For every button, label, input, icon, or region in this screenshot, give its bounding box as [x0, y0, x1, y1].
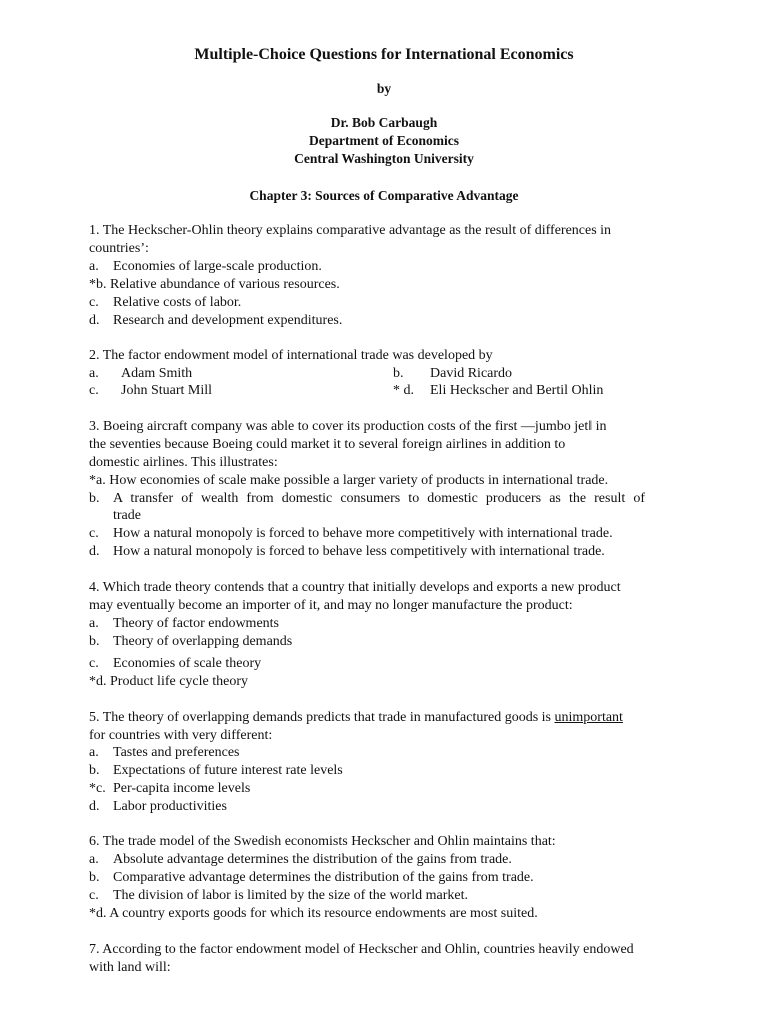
q3-option-b [89, 490, 645, 507]
option-text: Theory of factor endowments [113, 616, 279, 631]
q4-option-d [89, 673, 248, 690]
option-text: Expectations of future interest rate levels [113, 763, 343, 778]
q2-option-b-text: David Ricardo [430, 366, 513, 381]
q1-option-d [89, 312, 342, 329]
option-text: Theory of overlapping demands [113, 634, 293, 649]
q6-option-a [89, 851, 512, 868]
option-label: c. [89, 526, 99, 541]
q5-stem-line-1 [89, 709, 623, 726]
document-title: Multiple-Choice Questions for International Economics [194, 46, 574, 63]
q7-stem-line-2: with land will: [89, 960, 171, 975]
option-label: *c. [89, 781, 106, 796]
q6-stem: 6. The trade model of the Swedish economists Heckscher and Ohlin maintains that: [89, 834, 556, 849]
q4-stem-line-2: may eventually become an importer of it, and may no longer manufacture the product: [89, 598, 573, 613]
q5-option-d [89, 798, 227, 815]
q2-stem: 2. The factor endowment model of international trade was developed by [89, 348, 493, 363]
byline: by [376, 81, 392, 96]
option-label: a. [89, 616, 99, 631]
option-text: Product life cycle theory [110, 674, 249, 689]
option-text: Relative abundance of various resources. [110, 277, 340, 292]
option-text: Economies of scale theory [113, 656, 262, 671]
option-label: b. [89, 870, 100, 885]
q5-option-c [89, 780, 250, 797]
option-label: d. [89, 544, 100, 559]
option-label: d. [89, 799, 100, 814]
option-label: a. [89, 852, 99, 867]
q3-stem-line-1: 3. Boeing aircraft company was able to cover its production costs of the first ―jumbo jet‖ in [89, 419, 607, 434]
chapter-heading: Chapter 3: Sources of Comparative Advantage [249, 188, 519, 203]
option-text: Per-capita income levels [113, 781, 251, 796]
q1-option-b [89, 276, 340, 293]
q6-option-b [89, 869, 534, 886]
q5-emphasis-word: unimportant [554, 710, 623, 725]
q2-option-a-label: a. [89, 366, 99, 381]
option-label: a. [89, 259, 99, 274]
option-label: *b. [89, 277, 107, 292]
q2-option-c-label: c. [89, 383, 99, 398]
q7-stem-line-1: 7. According to the factor endowment model of Heckscher and Ohlin, countries heavily endowed [89, 942, 634, 957]
option-label: b. [89, 763, 100, 778]
q1-option-c [89, 294, 241, 311]
q4-option-a [89, 615, 279, 632]
q1-stem-line-1: 1. The Heckscher-Ohlin theory explains comparative advantage as the result of differences in [89, 223, 612, 238]
option-text: Tastes and preferences [113, 745, 240, 760]
q6-option-d [89, 905, 538, 922]
q3-option-a [89, 472, 608, 489]
q6-option-c [89, 887, 468, 904]
author-name: Dr. Bob Carbaugh [330, 115, 438, 130]
option-text: Research and development expenditures. [113, 313, 343, 328]
q2-option-d-label: * d. [393, 383, 414, 398]
option-text: Comparative advantage determines the distribution of the gains from trade. [113, 870, 534, 885]
q2-option-d-text: Eli Heckscher and Bertil Ohlin [430, 383, 604, 398]
option-label: a. [89, 745, 99, 760]
q4-option-b [89, 633, 292, 650]
option-text: Relative costs of labor. [113, 295, 242, 310]
option-label: d. [89, 313, 100, 328]
q3-option-c [89, 525, 613, 542]
option-text: Labor productivities [113, 799, 227, 814]
option-label: *a. [89, 473, 106, 488]
option-text: How a natural monopoly is forced to behave less competitively with international trade. [113, 544, 605, 559]
q5-option-b [89, 762, 343, 779]
option-label: c. [89, 656, 99, 671]
q3-stem-line-3: domestic airlines. This illustrates: [89, 455, 278, 470]
option-label: b. [89, 491, 100, 506]
q3-stem-line-2: the seventies because Boeing could market it to several foreign airlines in addition to [89, 437, 566, 452]
q2-option-b-label: b. [393, 366, 404, 381]
author-university: Central Washington University [294, 151, 474, 166]
q4-option-c [89, 655, 261, 672]
q2-option-c-text: John Stuart Mill [121, 383, 213, 398]
option-text: The division of labor is limited by the size of the world market. [113, 888, 468, 903]
q5-option-a [89, 744, 240, 761]
q2-option-a-text: Adam Smith [121, 366, 193, 381]
option-text: Economies of large-scale production. [113, 259, 322, 274]
option-label: *d. [89, 906, 107, 921]
option-label: c. [89, 888, 99, 903]
option-text: A transfer of wealth from domestic consumers to domestic producers as the result of [113, 491, 645, 506]
option-text: How economies of scale make possible a larger variety of products in international trade. [109, 473, 609, 488]
option-label: b. [89, 634, 100, 649]
q5-stem-line-2: for countries with very different: [89, 728, 273, 743]
q1-option-a [89, 258, 322, 275]
option-label: c. [89, 295, 99, 310]
author-department: Department of Economics [309, 133, 459, 148]
q4-stem-line-1: 4. Which trade theory contends that a country that initially develops and exports a new product [89, 580, 621, 595]
option-text: A country exports goods for which its resource endowments are most suited. [109, 906, 538, 921]
q1-stem-line-2: countries’: [89, 241, 149, 256]
option-label: *d. [89, 674, 107, 689]
q3-option-b-continuation: trade [113, 508, 141, 523]
q5-stem-text: 5. The theory of overlapping demands predicts that trade in manufactured goods is [89, 710, 555, 725]
option-text: Absolute advantage determines the distribution of the gains from trade. [113, 852, 512, 867]
option-text: How a natural monopoly is forced to behave more competitively with international trade. [113, 526, 613, 541]
q3-option-d [89, 543, 605, 560]
